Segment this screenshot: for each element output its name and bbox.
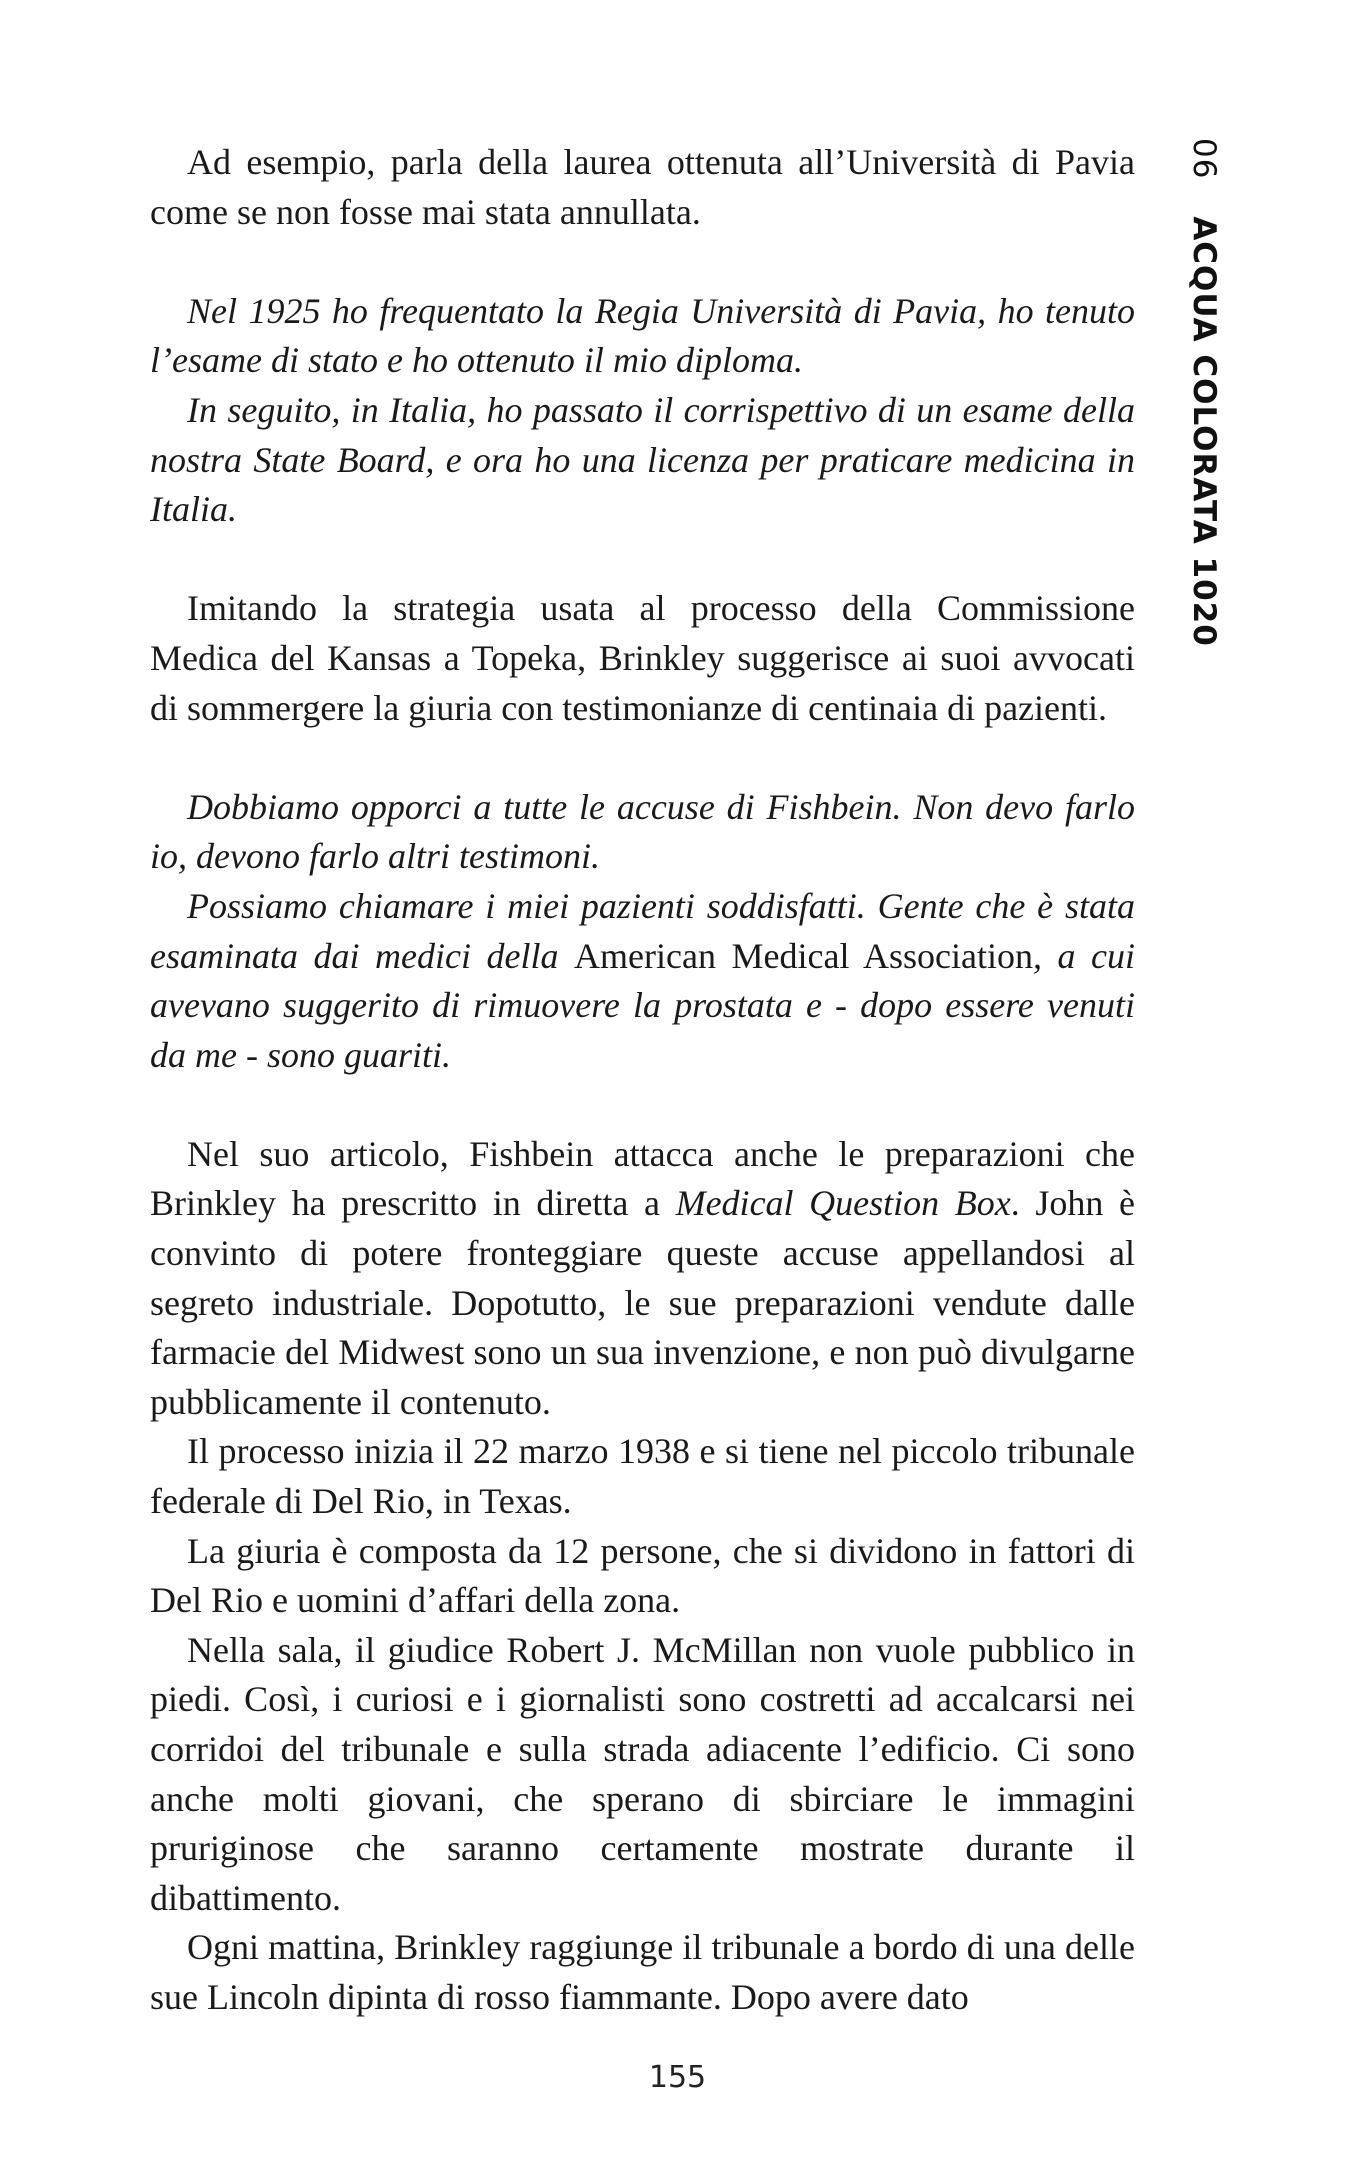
quote-fishbein-ama: American Medical Association bbox=[574, 935, 1033, 976]
paragraph-article-text-2: . John è convinto di potere fronteggiare queste accuse appellandosi al segreto industriale. Dopotutto, le sue preparazioni vendute dalle farmacie del Midwest sono un sua invenzione, e non può divulgarne pubblicamente il contenuto. bbox=[150, 1183, 1135, 1422]
paragraph-trial-start: Il processo inizia il 22 marzo 1938 e si tiene nel piccolo tribunale federale di Del Rio, in Texas. bbox=[150, 1431, 1135, 1522]
paragraph-jury: La giuria è composta da 12 persone, che si dividono in fattori di Del Rio e uomini d’affari della zona. bbox=[150, 1530, 1135, 1621]
page-number: 155 bbox=[648, 2060, 707, 2095]
paragraph-article-show-title: Medical Question Box bbox=[675, 1183, 1011, 1224]
paragraph-article bbox=[150, 1130, 1135, 1428]
quote-fishbein bbox=[150, 783, 1135, 1081]
paragraph-article-text-1: Nel suo articolo, Fishbein attacca anche le preparazioni che Brinkley ha prescritto in diretta a bbox=[150, 1133, 1135, 1224]
quote-fishbein-line-1: Dobbiamo opporci a tutte le accuse di Fishbein. Non devo farlo io, devono farlo altri testimoni. bbox=[150, 786, 1135, 877]
chapter-title: ACQUA COLORATA 1020 bbox=[1186, 216, 1222, 647]
quote-pavia bbox=[150, 287, 1135, 535]
quote-fishbein-text-1: Possiamo chiamare i miei pazienti soddisfatti. Gente che è stata esaminata dai medici della bbox=[150, 885, 1135, 976]
quote-fishbein-text-2: , a cui avevano suggerito di rimuovere la prostata e - dopo essere venuti da me - sono guariti. bbox=[150, 935, 1135, 1075]
paragraph-courtroom: Nella sala, il giudice Robert J. McMillan non vuole pubblico in piedi. Così, i curiosi e i giornalisti sono costretti ad accalcarsi nei corridoi del tribunale e sulla strada adiacente l’edificio. Ci sono anche molti giovani, che sperano di sbirciare le immagini pruriginose che saranno certamente mostrate durante il dibattimento. bbox=[150, 1629, 1135, 1918]
paragraph-strategy: Imitando la strategia usata al processo della Commissione Medica del Kansas a Topeka, Brinkley suggerisce ai suoi avvocati di sommergere la giuria con testimonianze di centinaia di pazienti. bbox=[150, 588, 1135, 728]
paragraph-intro: Ad esempio, parla della laurea ottenuta all’Università di Pavia come se non fosse mai stata annullata. bbox=[150, 142, 1135, 232]
quote-pavia-line-1: Nel 1925 ho frequentato la Regia Università di Pavia, ho tenuto l’esame di stato e ho ottenuto il mio diploma. bbox=[150, 290, 1135, 381]
quote-fishbein-line-2 bbox=[150, 882, 1135, 1080]
running-head bbox=[1186, 138, 1222, 647]
quote-pavia-line-2: In seguito, in Italia, ho passato il corrispettivo di un esame della nostra State Board, e ora ho una licenza per praticare medicina in Italia. bbox=[150, 389, 1135, 530]
page-body bbox=[150, 138, 1135, 2023]
chapter-number: 06 bbox=[1186, 138, 1222, 180]
paragraph-lincoln: Ogni mattina, Brinkley raggiunge il tribunale a bordo di una delle sue Lincoln dipinta di rosso fiammante. Dopo avere dato bbox=[150, 1927, 1135, 2017]
